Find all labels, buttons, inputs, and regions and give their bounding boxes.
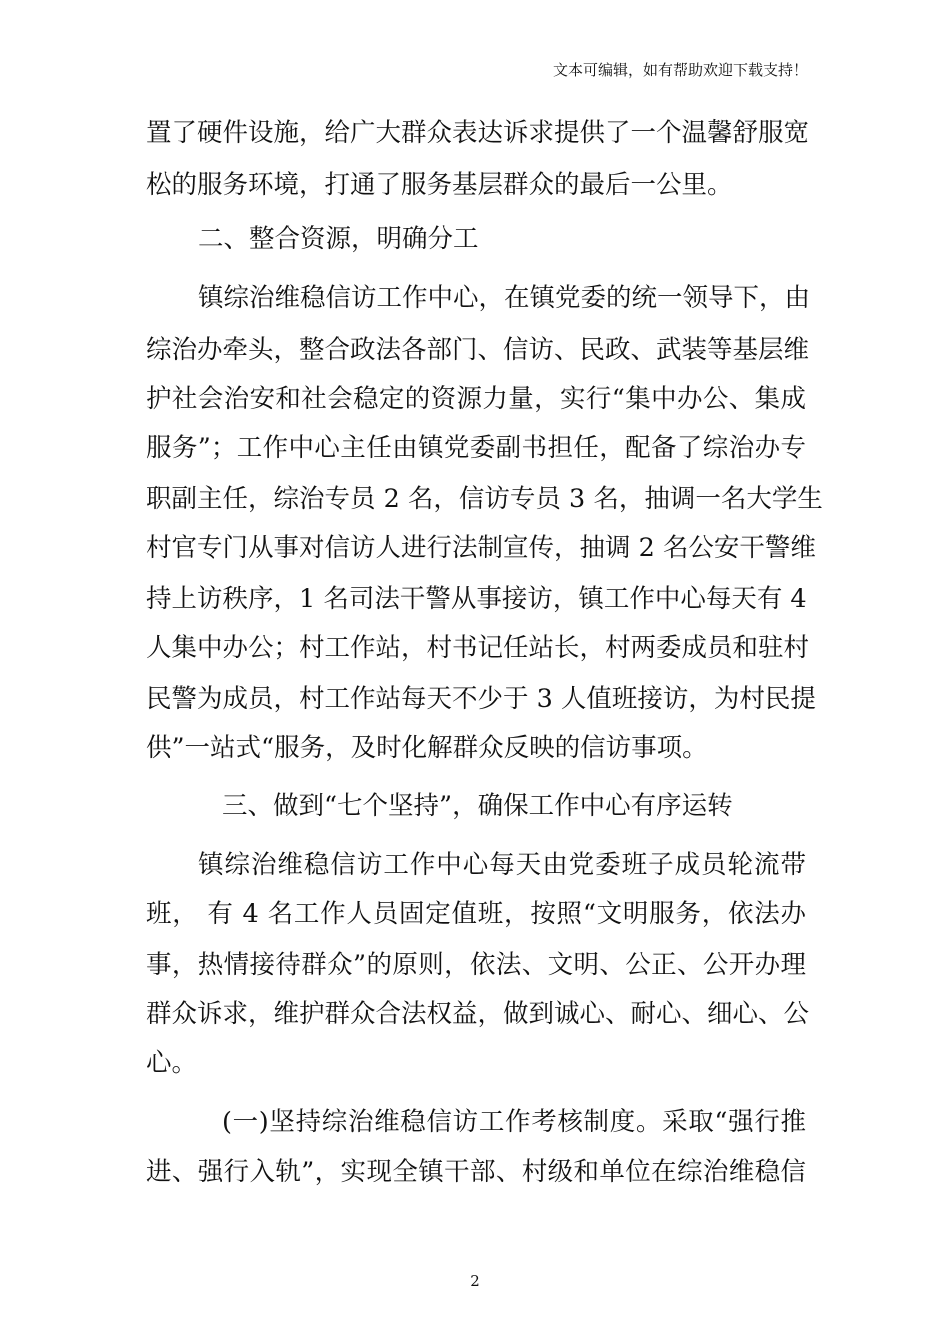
text-line: 班， 有 4 名工作人员固定值班，按照“文明服务，依法办 (146, 899, 806, 929)
text-line: 镇综治维稳信访工作中心每天由党委班子成员轮流带 (198, 850, 806, 880)
page-number: 2 (470, 1272, 480, 1290)
text-line: 进、强行入轨”，实现全镇干部、村级和单位在综治维稳信 (146, 1157, 806, 1187)
text-line: 护社会治安和社会稳定的资源力量，实行“集中办公、集成 (146, 384, 806, 414)
text-line: 民警为成员，村工作站每天不少于 3 人值班接访，为村民提 (146, 684, 816, 714)
text-line: 服务”；工作中心主任由镇党委副书担任，配备了综治办专 (146, 433, 806, 463)
text-line: 群众诉求，维护群众合法权益，做到诚心、耐心、细心、公 (146, 999, 810, 1029)
header-note: 文本可编辑，如有帮助欢迎下载支持！ (552, 61, 808, 79)
text-line: 职副主任，综治专员 2 名，信访专员 3 名，抽调一名大学生 (146, 484, 823, 514)
section-heading: 三、做到“七个坚持”，确保工作中心有序运转 (222, 791, 733, 821)
text-line: 事，热情接待群众”的原则，依法、文明、公正、公开办理 (146, 950, 806, 980)
text-line: 人集中办公；村工作站，村书记任站长，村两委成员和驻村 (146, 633, 810, 663)
text-line: 置了硬件设施，给广大群众表达诉求提供了一个温馨舒服宽 (146, 118, 810, 148)
text-line: 镇综治维稳信访工作中心，在镇党委的统一领导下，由 (198, 283, 811, 313)
section-heading: 二、整合资源，明确分工 (198, 224, 479, 254)
text-line: 持上访秩序，1 名司法干警从事接访，镇工作中心每天有 4 (146, 584, 807, 614)
subsection-heading: (一)坚持综治维稳信访工作考核制度。采取“强行推 (222, 1107, 806, 1137)
text-line: 综治办牵头，整合政法各部门、信访、民政、武装等基层维 (146, 335, 810, 365)
text-line: 松的服务环境，打通了服务基层群众的最后一公里。 (146, 170, 733, 200)
text-line: 村官专门从事对信访人进行法制宣传，抽调 2 名公安干警维 (146, 533, 816, 563)
text-line: 心。 (146, 1048, 198, 1078)
text-line: 供”一站式“服务，及时化解群众反映的信访事项。 (146, 733, 708, 763)
